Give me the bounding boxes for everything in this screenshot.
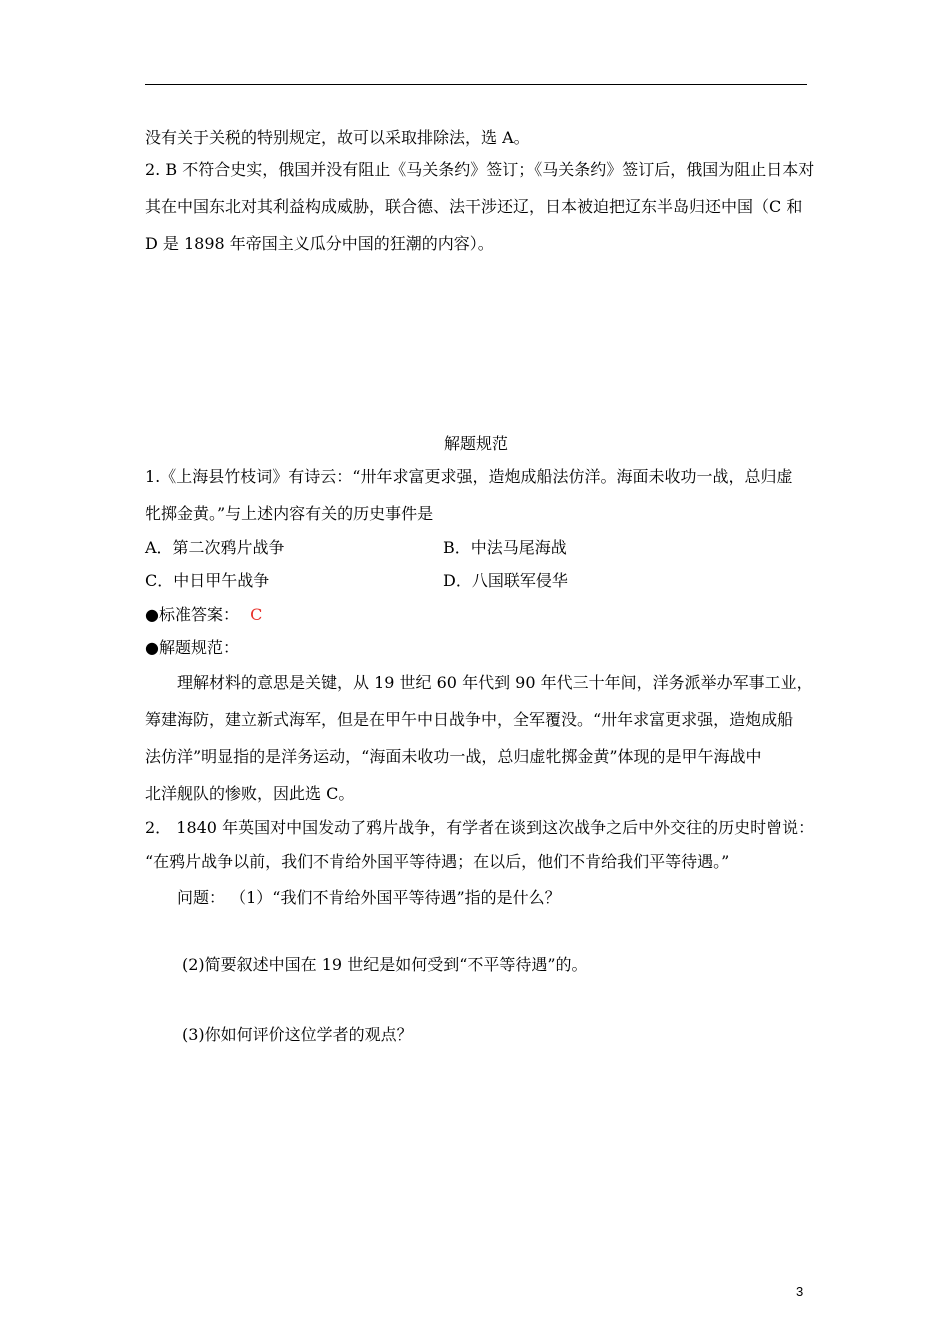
option-d: D．八国联军侵华 [443,571,568,590]
sub-question-2: (2)简要叙述中国在 19 世纪是如何受到“不平等待遇”的。 [182,955,588,974]
answer-value: C [250,605,263,624]
sub-question-3: (3)你如何评价这位学者的观点？ [182,1025,413,1044]
text-line: D 是 1898 年帝国主义瓜分中国的狂潮的内容）。 [145,234,494,253]
explanation-line: 筹建海防，建立新式海军，但是在甲午中日战争中，全军覆没。“卅年求富更求强，造炮成船 [145,710,794,729]
text-line: 2. B 不符合史实，俄国并没有阻止《马关条约》签订；《马关条约》签订后，俄国为阻止日本对 [145,160,815,179]
answer-label: ●标准答案： [145,605,239,624]
explanation-line: 法仿洋”明显指的是洋务运动，“海面未收功一战，总归虚牝掷金黄”体现的是甲午海战中 [145,747,762,766]
header-rule [145,84,807,85]
explanation-line: 北洋舰队的惨败，因此选 C。 [145,784,355,803]
section-title: 解题规范 [443,434,508,453]
option-b: B．中法马尾海战 [443,538,567,557]
page-number: 3 [796,1284,804,1299]
explanation-line: 理解材料的意思是关键，从 19 世纪 60 年代到 90 年代三十年间，洋务派举办军事工业， [177,673,813,692]
answer-line [145,605,262,625]
question-1-stem: 1.《上海县竹枝词》有诗云：“卅年求富更求强，造炮成船法仿洋。海面未收功一战，总归虚 [145,467,793,486]
option-a: A．第二次鸦片战争 [145,538,285,557]
option-c: C．中日甲午战争 [145,571,270,590]
question-2-stem: 2． 1840 年英国对中国发动了鸦片战争，有学者在谈到这次战争之后中外交往的历史时曾说： [145,818,815,837]
spec-label: ●解题规范： [145,638,239,657]
text-line: 没有关于关税的特别规定，故可以采取排除法，选 A。 [145,128,530,147]
question-1-stem-cont: 牝掷金黄。”与上述内容有关的历史事件是 [145,504,434,523]
text-line: 其在中国东北对其利益构成威胁，联合德、法干涉还辽，日本被迫把辽东半岛归还中国（C 和 [145,197,803,216]
question-2-quote: “在鸦片战争以前，我们不肯给外国平等待遇；在以后，他们不肯给我们平等待遇。” [145,852,730,871]
sub-question-1: 问题： （1）“我们不肯给外国平等待遇”指的是什么？ [177,888,561,907]
